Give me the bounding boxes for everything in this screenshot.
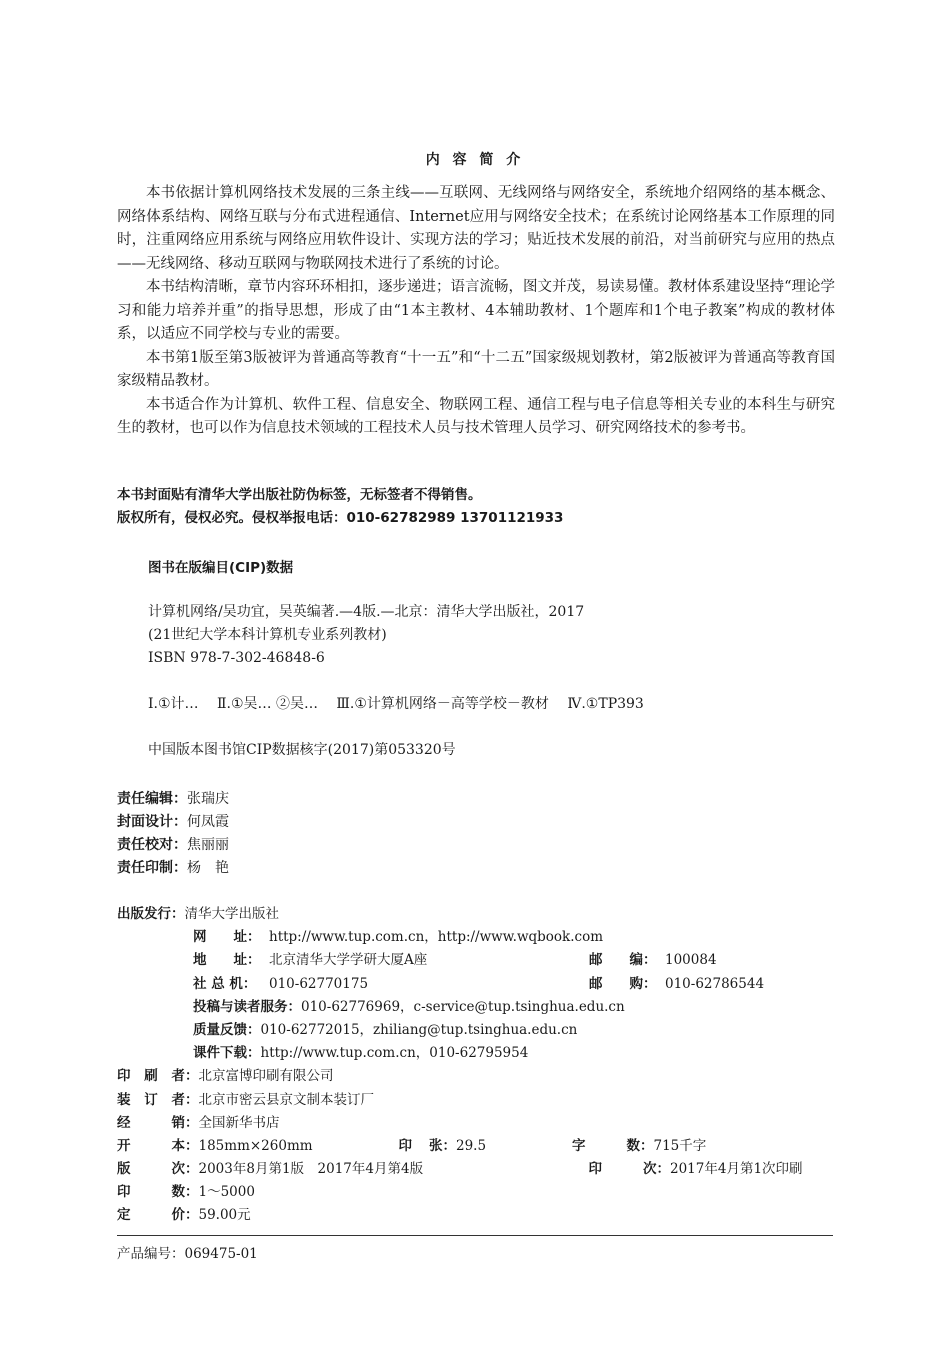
cip-record [148, 601, 584, 670]
mail-order-label: 邮 购： [589, 975, 657, 992]
printer-row: 印 刷 者 ： 北京富博印刷有限公司 [117, 1065, 835, 1088]
publisher-row [117, 903, 835, 926]
cip-series-line: (21世纪大学本科计算机专业系列教材) [148, 627, 387, 643]
binder-row: 装 订 者 ： 北京市密云县京文制本装订厂 [117, 1089, 835, 1112]
quality-label: 质量反馈： [193, 1021, 261, 1038]
switchboard-label: 社 总 机： [193, 975, 257, 992]
staff-row [117, 811, 229, 834]
cip-class-item: Ⅰ.①计… [148, 696, 199, 712]
quality-value: 010-62772015，zhiliang@tup.tsinghua.edu.cn [260, 1021, 578, 1038]
intro-paragraph: 本书第1版至第3版被评为普通高等教育“十一五”和“十二五”国家级规划教材，第2版被评为普通高等教育国家级精品教材。 [117, 349, 835, 389]
contribution-label: 投稿与读者服务： [193, 998, 301, 1015]
contribution-value: 010-62776969，c-service@tup.tsinghua.edu.cn [301, 998, 625, 1015]
copies-value: 1～5000 [198, 1184, 255, 1201]
website-value: http://www.tup.com.cn，http://www.wqbook.com [269, 929, 604, 946]
impression-value: 2017年4月第1次印刷 [670, 1161, 803, 1178]
impression-label: 印 次 [588, 1161, 657, 1178]
website-label: 网 址： [193, 929, 261, 946]
switchboard-row [117, 973, 835, 996]
sheets-label: 印 张 [398, 1137, 443, 1154]
piracy-report-line: 版权所有，侵权必究。侵权举报电话：010-62782989 13701121933 [117, 510, 564, 526]
download-row [117, 1042, 835, 1065]
address-row [117, 949, 835, 972]
intro-text [117, 182, 835, 441]
staff-value: 何凤霞 [187, 814, 229, 830]
binder-label: 装 订 者 [117, 1091, 185, 1108]
intro-paragraph: 本书依据计算机网络技术发展的三条主线——互联网、无线网络与网络安全，系统地介绍网络的基本概念、网络体系结构、网络互联与分布式进程通信、Internet应用与网络安全技术；在系统讨论网络基本工作原理的同时，注重网络应用系统与网络应用软件设计、实现方法的学习；贴近技术发展的前沿，对当前研究与应用的热点——无线网络、移动互联网与物联网技术进行了系统的讨论。 [117, 185, 835, 272]
staff-label: 责任校对： [117, 837, 187, 853]
copyright-notice [117, 484, 835, 530]
words-value: 715千字 [653, 1137, 707, 1154]
download-label: 课件下载： [193, 1045, 261, 1062]
words-label: 字 数 [572, 1137, 640, 1154]
staff-list [117, 788, 229, 880]
divider-line [117, 1235, 833, 1236]
edition-label: 版 次 [117, 1161, 185, 1178]
format-label: 开 本 [117, 1137, 185, 1154]
price-label: 定 价 [117, 1207, 185, 1224]
cip-classification [148, 693, 658, 713]
edition-value: 2003年8月第1版 2017年4月第4版 [198, 1161, 424, 1178]
anti-counterfeit-notice: 本书封面贴有清华大学出版社防伪标签，无标签者不得销售。 [117, 487, 482, 503]
printer-value: 北京富博印刷有限公司 [198, 1068, 334, 1085]
staff-row [117, 834, 229, 857]
publisher-value: 清华大学出版社 [184, 906, 279, 922]
staff-value: 杨 艳 [187, 860, 229, 876]
distributor-row: 经 销 ： 全国新华书店 [117, 1112, 835, 1135]
mail-order-value: 010-62786544 [665, 975, 765, 992]
cip-title-line: 计算机网络/吴功宜，吴英编著.—4版.—北京：清华大学出版社，2017 [148, 604, 585, 620]
staff-value: 焦丽丽 [187, 837, 229, 853]
binder-value: 北京市密云县京文制本装订厂 [198, 1091, 374, 1108]
intro-heading: 内 容 简 介 [425, 152, 525, 168]
download-value: http://www.tup.com.cn，010-62795954 [260, 1045, 529, 1062]
copies-label: 印 数 [117, 1184, 185, 1201]
staff-label: 责任编辑： [117, 791, 187, 807]
product-number: 产品编号：069475-01 [117, 1246, 258, 1262]
cip-class-item: Ⅲ.①计算机网络－高等学校－教材 [336, 696, 549, 712]
contribution-row [117, 996, 835, 1019]
cip-title: 图书在版编目(CIP)数据 [148, 560, 294, 576]
cip-class-item: Ⅳ.①TP393 [567, 696, 644, 712]
cip-class-item: Ⅱ.①吴… ②吴… [216, 696, 318, 712]
distributor-value: 全国新华书店 [198, 1114, 280, 1131]
intro-paragraph: 本书结构清晰，章节内容环环相扣，逐步递进；语言流畅，图文并茂，易读易懂。教材体系建设坚持“理论学习和能力培养并重”的指导思想，形成了由“1本主教材、4本辅助教材、1个题库和1个电子教案”构成的教材体系，以适应不同学校与专业的需要。 [117, 279, 835, 342]
staff-label: 封面设计： [117, 814, 187, 830]
sheets-value: 29.5 [456, 1137, 487, 1154]
intro-paragraph: 本书适合作为计算机、软件工程、信息安全、物联网工程、通信工程与电子信息等相关专业的本科生与研究生的教材，也可以作为信息技术领域的工程技术人员与技术管理人员学习、研究网络技术的参考书。 [117, 396, 835, 436]
postcode-label: 邮 编： [589, 952, 657, 969]
switchboard-value: 010-62770175 [269, 975, 369, 992]
price-value: 59.00元 [198, 1207, 251, 1224]
publication-info [117, 903, 835, 1228]
postcode-value: 100084 [665, 952, 717, 969]
copies-row: 印 数 ： 1～5000 [117, 1181, 835, 1204]
quality-row [117, 1019, 835, 1042]
printer-label: 印 刷 者 [117, 1068, 185, 1085]
cip-data-number: 中国版本图书馆CIP数据核字(2017)第053320号 [148, 742, 456, 758]
staff-row [117, 788, 229, 811]
address-label: 地 址： [193, 952, 261, 969]
cip-isbn-line: ISBN 978-7-302-46848-6 [148, 650, 325, 666]
format-value: 185mm×260mm [198, 1137, 313, 1154]
publisher-label: 出版发行： [117, 906, 185, 922]
staff-label: 责任印制： [117, 860, 187, 876]
staff-row [117, 857, 229, 880]
edition-row: 版 次 ： 2003年8月第1版 2017年4月第4版 印 次 ： 2017年4月第1次印刷 [117, 1158, 835, 1181]
format-row: 开 本 ： 185mm×260mm 印 张 ： 29.5 字 数 ： 715千字 [117, 1135, 835, 1158]
distributor-label: 经 销 [117, 1114, 185, 1131]
price-row: 定 价 ： 59.00元 [117, 1204, 835, 1227]
website-row [117, 926, 835, 949]
address-value: 北京清华大学学研大厦A座 [269, 952, 428, 969]
staff-value: 张瑞庆 [187, 791, 229, 807]
